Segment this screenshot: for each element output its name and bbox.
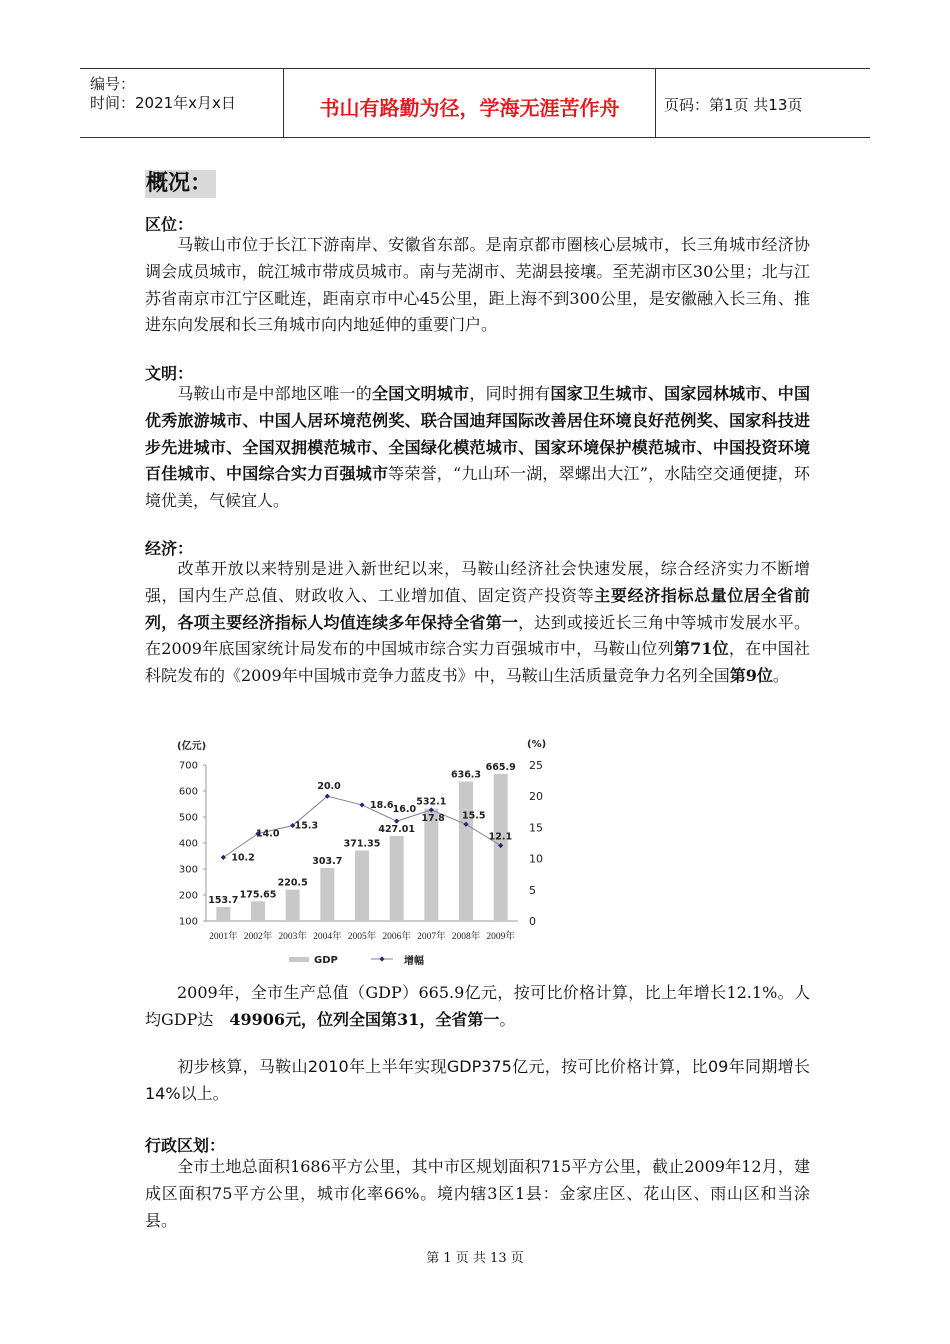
- growth-label: 16.0: [392, 804, 417, 816]
- admin-heading: 行政区划：: [145, 1136, 226, 1155]
- growth-label: 10.2: [231, 852, 255, 864]
- gdp-bar: [424, 809, 438, 921]
- growth-label: 17.8: [421, 812, 445, 824]
- gdp-bar-label: 220.5: [277, 877, 308, 889]
- gdp-2010-paragraph: 初步核算，马鞍山2010年上半年实现GDP375亿元，按可比价格计算，比09年同期增长14%以上。: [145, 1057, 810, 1103]
- growth-label: 14.0: [256, 828, 280, 840]
- y-tick-label-left: 300: [178, 864, 198, 876]
- gdp-bar-label: 636.3: [450, 769, 482, 781]
- y-tick-label-right: 5: [529, 883, 536, 897]
- y-axis-label-right: (%): [527, 739, 547, 750]
- location-heading: 区位：: [145, 215, 194, 234]
- economy-heading: 经济：: [145, 539, 194, 558]
- admin-paragraph: 全市土地总面积1686平方公里，其中市区规划面积715平方公里，截止2009年12月，建成区面积75平方公里，城市化率66%。境内辖3区1县：金家庄区、花山区、雨山区和当涂县。: [145, 1157, 810, 1230]
- x-tick-label: 2003年: [278, 932, 307, 942]
- legend-gdp-label: GDP: [314, 955, 338, 966]
- gdp-bar: [355, 850, 369, 921]
- y-tick-label-right: 10: [529, 852, 543, 866]
- header-page-cell: [656, 69, 870, 137]
- gdp-bar-label: 153.7: [208, 895, 239, 907]
- y-tick-label-right: 20: [529, 790, 543, 804]
- header-table: [80, 68, 870, 138]
- x-tick-label: 2006年: [382, 932, 411, 942]
- y-tick-label-left: 500: [178, 812, 198, 824]
- number-label: 编号：: [90, 75, 136, 93]
- y-tick-label-left: 400: [178, 838, 198, 850]
- civilization-heading: 文明：: [145, 364, 194, 383]
- gdp-bar: [216, 907, 230, 921]
- legend-growth-label: 增幅: [404, 956, 424, 967]
- x-tick-label: 2002年: [243, 932, 273, 942]
- page-label: 页码：第1页 共13页: [664, 96, 803, 114]
- y-tick-label-left: 600: [178, 786, 198, 798]
- y-tick-label-left: 700: [178, 760, 198, 772]
- legend-growth-marker: [379, 956, 384, 961]
- growth-label: 15.3: [294, 820, 319, 832]
- growth-point: [394, 819, 399, 824]
- location-paragraph: 马鞍山市位于长江下游南岸、安徽省东部。是南京都市圈核心层城市，长三角城市经济协调会成员城市，皖江城市带成员城市。南与芜湖市、芜湖县接壤。至芜湖市区30公里；北与江苏省南京市江宁区毗连，距南京市中心45公里，距上海不到300公里，是安徽融入长三角、推进东向发展和长三角城市向内地延伸的重要门户。: [145, 235, 810, 335]
- gdp-bar-label: 665.9: [485, 761, 516, 773]
- gdp-bar-label: 532.1: [416, 796, 447, 808]
- gdp-bar-label: 427.01: [378, 823, 416, 835]
- x-tick-label: 2005年: [347, 932, 377, 942]
- motto: 书山有路勤为径，学海无涯苦作舟: [319, 96, 620, 120]
- gdp-2009-paragraph: 2009年，全市生产总值（GDP）665.9亿元，按可比价格计算，比上年增长12.1%。人均GDP达 49906元，位列全国第31，全省第一。: [145, 983, 810, 1029]
- growth-label: 15.5: [462, 810, 486, 822]
- y-tick-label-left: 200: [178, 890, 198, 902]
- growth-label: 18.6: [370, 799, 394, 811]
- header-motto-cell: [284, 69, 656, 137]
- growth-point: [359, 802, 364, 807]
- gdp-bar: [459, 782, 473, 921]
- gdp-chart: [168, 730, 558, 975]
- gdp-bar-label: 303.7: [312, 856, 343, 868]
- x-tick-label: 2004年: [313, 932, 342, 942]
- gdp-bar: [390, 836, 404, 921]
- time-label: 时间：2021年x月x日: [90, 94, 236, 112]
- growth-label: 12.1: [488, 831, 513, 843]
- y-axis-label-left: (亿元): [177, 741, 207, 752]
- gdp-bar-label: 371.35: [343, 838, 381, 850]
- gdp-bar: [286, 890, 300, 921]
- x-tick-label: 2008年: [451, 932, 481, 942]
- y-tick-label-right: 0: [529, 915, 536, 928]
- legend-gdp-swatch: [289, 957, 309, 962]
- civilization-paragraph: 马鞍山市是中部地区唯一的全国文明城市，同时拥有国家卫生城市、国家园林城市、中国优秀旅游城市、中国人居环境范例奖、联合国迪拜国际改善居住环境良好范例奖、国家科技进步先进城市、全国双拥模范城市、全国绿化模范城市、国家环境保护模范城市、中国投资环境百佳城市、中国综合实力百强城市等荣誉，“九山环一湖，翠螺出大江”，水陆空交通便捷，环境优美，气候宜人。: [145, 384, 810, 511]
- x-tick-label: 2007年: [417, 932, 446, 942]
- header-info-cell: [80, 69, 284, 137]
- page-title: 概况：: [145, 170, 216, 198]
- page-footer: 第 1 页 共 13 页: [426, 1251, 524, 1266]
- x-tick-label: 2001年: [209, 932, 238, 942]
- gdp-bar: [320, 868, 334, 921]
- y-tick-label-left: 100: [178, 916, 198, 928]
- economy-paragraph: 改革开放以来特别是进入新世纪以来，马鞍山经济社会快速发展，综合经济实力不断增强，国内生产总值、财政收入、工业增加值、固定资产投资等主要经济指标总量位居全省前列，各项主要经济指标人均值连续多年保持全省第一，达到或接近长三角中等城市发展水平。在2009年底国家统计局发布的中国城市综合实力百强城市中，马鞍山位列第71位，在中国社科院发布的《2009年中国城市竞争力蓝皮书》中，马鞍山生活质量竞争力名列全国第9位。: [145, 559, 810, 686]
- gdp-bar: [251, 901, 265, 921]
- x-tick-label: 2009年: [486, 932, 515, 942]
- growth-label: 20.0: [317, 781, 341, 793]
- y-tick-label-right: 15: [529, 821, 543, 835]
- gdp-bar-label: 175.65: [239, 889, 277, 901]
- y-tick-label-right: 25: [529, 759, 543, 772]
